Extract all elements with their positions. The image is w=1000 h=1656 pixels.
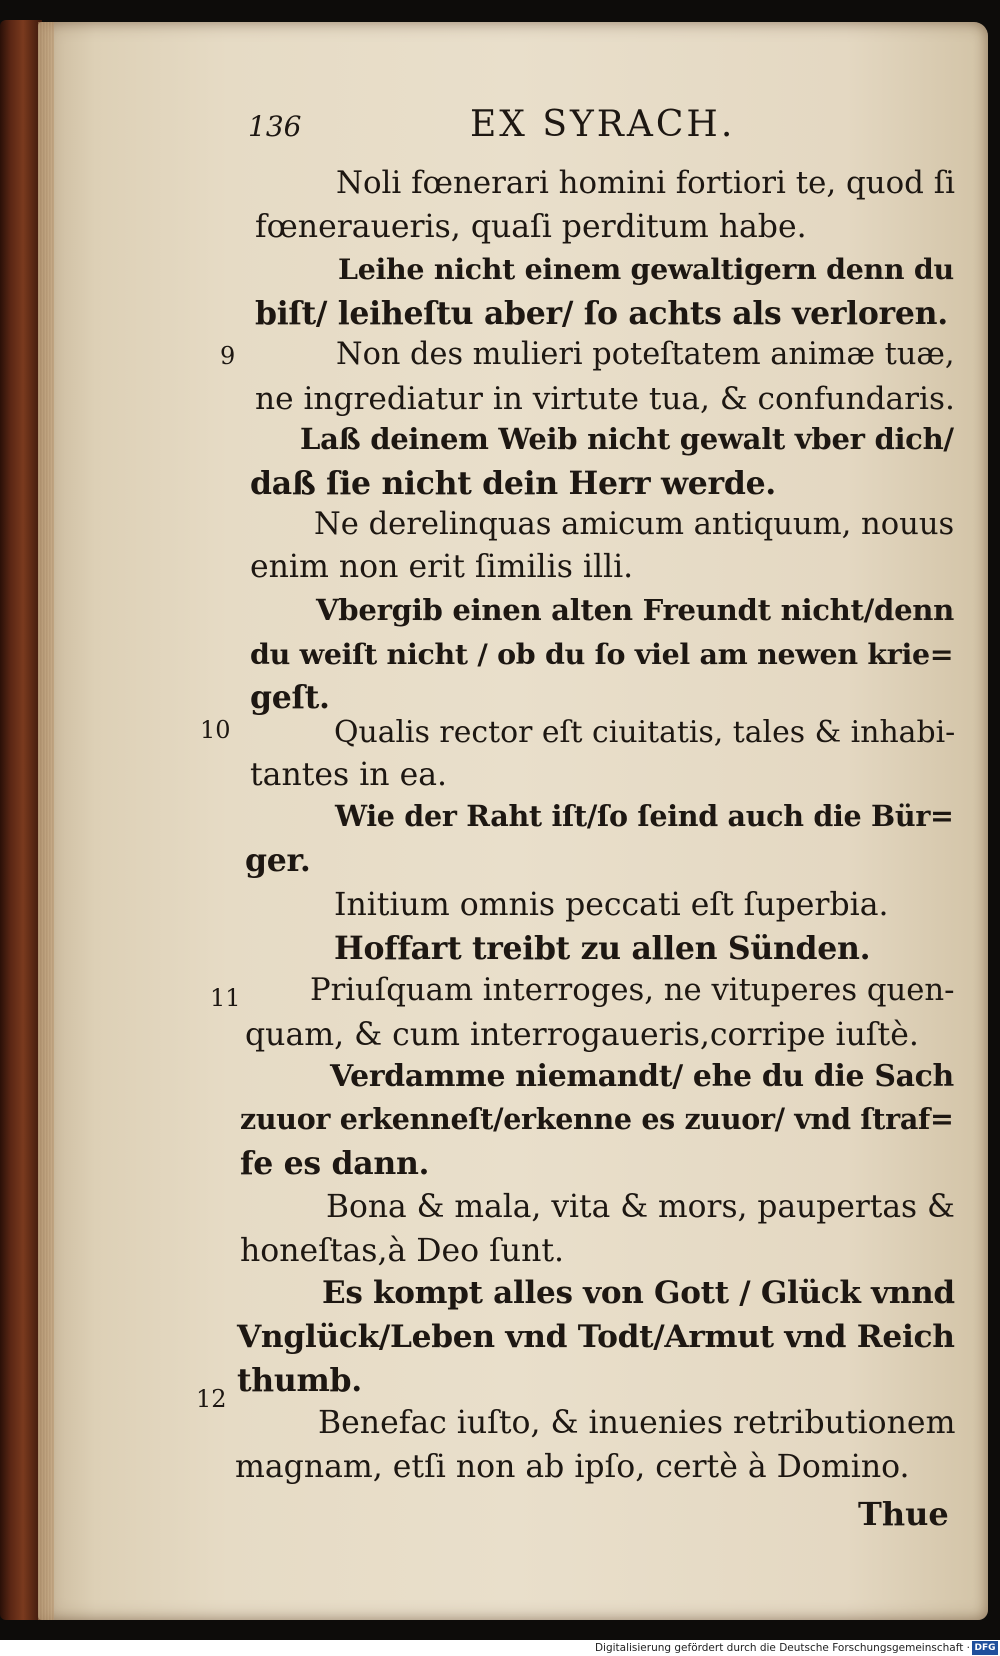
text-line-latin: Initium omnis peccati eſt ſuperbia. (334, 887, 889, 923)
text-line-latin: Priuſquam interroges, ne vituperes quen- (310, 973, 955, 1008)
dfg-logo: DFG (972, 1641, 998, 1655)
verse-number: 10 (200, 716, 231, 744)
text-line-german: biſt/ leiheſtu aber/ ſo achts als verloren. (255, 295, 948, 332)
text-line-german: du weiſt nicht / ob du ſo viel am newen krie= (250, 637, 954, 671)
page-edge (38, 22, 54, 1620)
text-line-latin: ne ingrediatur in virtute tua, & confundaris. (255, 381, 955, 417)
text-line-latin: tantes in ea. (250, 757, 448, 793)
text-line-latin: fœneraueris, quaſi perditum habe. (255, 209, 807, 245)
text-line-german: Laß deinem Weib nicht gewalt vber dich/ (300, 422, 954, 456)
text-line-german: Vnglück/Leben vnd Todt/Armut vnd Reich (237, 1319, 955, 1355)
text-line-german: fe es dann. (240, 1145, 430, 1182)
verse-number: 11 (210, 984, 241, 1012)
text-line-german: thumb. (237, 1362, 362, 1399)
book-spine (0, 20, 42, 1620)
text-line-latin: Ne derelinquas amicum antiquum, nouus (314, 507, 955, 542)
footer-credit: Digitalisierung gefördert durch die Deutsche Forschungsgemeinschaft · (594, 1642, 970, 1654)
text-line-latin: Bona & mala, vita & mors, paupertas & (326, 1189, 955, 1225)
text-line-german: Leihe nicht einem gewaltigern denn du (338, 252, 954, 286)
text-line-latin: magnam, etſi non ab ipſo, certè à Domino. (235, 1449, 910, 1485)
text-line-latin: Benefac iuſto, & inuenies retributionem (318, 1405, 956, 1441)
catchword: Thue (858, 1495, 949, 1533)
text-line-german: Vbergib einen alten Freundt nicht/denn (316, 593, 955, 627)
text-line-latin: quam, & cum interrogaueris,corripe iuſtè. (245, 1017, 919, 1053)
text-line-german: geſt. (250, 679, 330, 716)
page-number: 136 (248, 110, 302, 143)
text-line-german: Hoffart treibt zu allen Sünden. (334, 930, 871, 967)
text-line-german: daß ſie nicht dein Herr werde. (250, 465, 776, 502)
text-line-latin: honeſtas,à Deo ſunt. (240, 1233, 565, 1269)
verse-number: 9 (220, 342, 236, 370)
verse-number: 12 (196, 1385, 227, 1413)
text-line-latin: enim non erit ſimilis illi. (250, 549, 634, 585)
text-line-german: zuuor erkenneſt/erkenne es zuuor/ vnd ſtraf= (240, 1102, 954, 1136)
text-line-latin: Qualis rector eſt ciuitatis, tales & inhabi- (334, 715, 956, 750)
text-line-latin: Noli fœnerari homini fortiori te, quod ſi (336, 165, 955, 201)
text-line-german: Verdamme niemandt/ ehe du die Sach (330, 1059, 954, 1094)
text-line-german: Wie der Raht iſt/ſo ſeind auch die Bür= (335, 799, 954, 833)
text-line-german: Es kompt alles von Gott / Glück vnnd (322, 1275, 955, 1311)
text-line-latin: Non des mulieri poteſtatem animæ tuæ, (336, 337, 955, 372)
running-head: EX SYRACH. (470, 104, 736, 145)
text-line-german: ger. (245, 842, 311, 879)
